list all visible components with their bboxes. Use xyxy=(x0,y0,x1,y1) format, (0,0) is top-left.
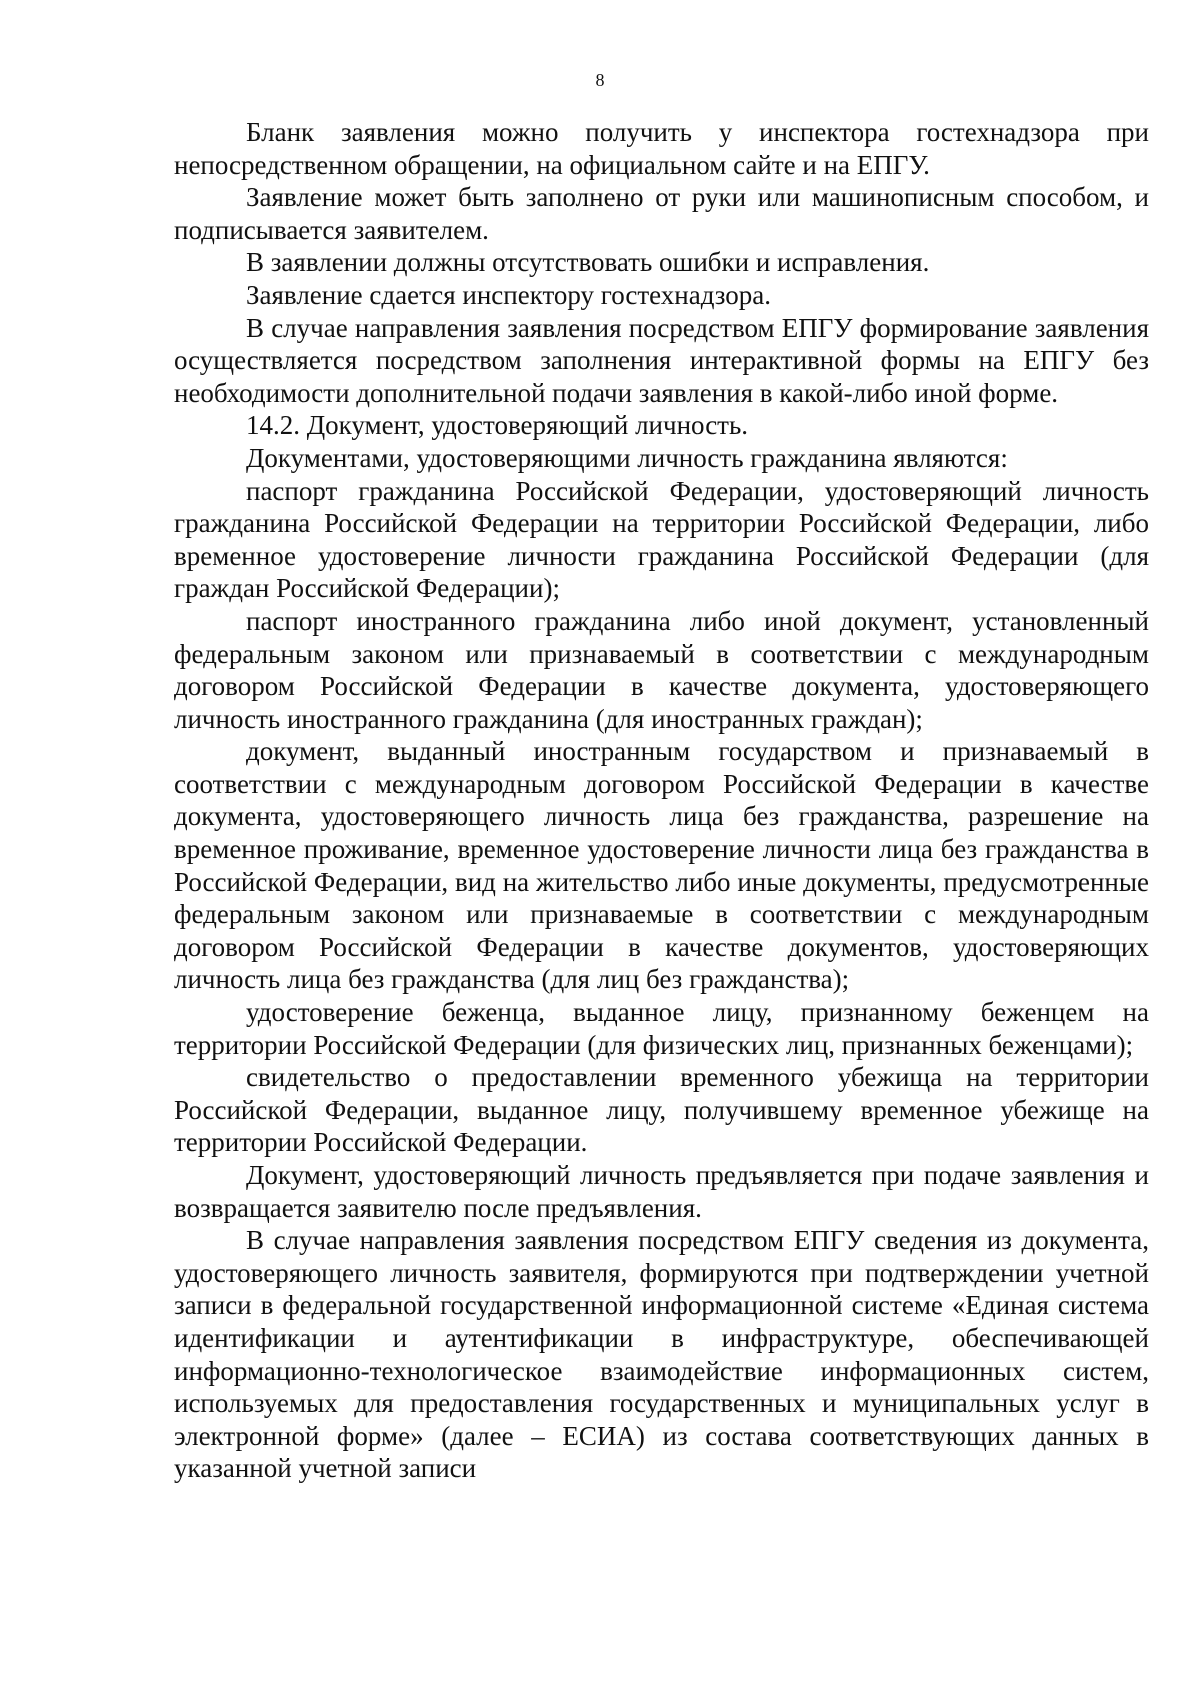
page-number: 8 xyxy=(595,70,605,90)
section-heading-14-2: 14.2. Документ, удостоверяющий личность. xyxy=(246,410,749,441)
list-item-rf-passport: паспорт гражданина Российской Федерации, удостоверяющий личность гражданина Российской Федерации на территории Российской Федерации, либо временное удостоверение личности гражданина Российской Федерации (для граждан Российской Федерации); xyxy=(174,475,1149,604)
list-item-refugee-certificate: удостоверение беженца, выданное лицу, признанному беженцем на территории Российской Федерации (для физических лиц, признанных беженцами); xyxy=(174,997,1149,1060)
paragraph-identity-documents-intro: Документами, удостоверяющими личность гражданина являются: xyxy=(246,442,1008,473)
paragraph-submission: Заявление сдается инспектору гостехнадзора. xyxy=(246,279,772,310)
list-item-stateless-documents: документ, выданный иностранным государством и признаваемый в соответствии с международным договором Российской Федерации в качестве документа, удостоверяющего личность лица без гражданства, разрешение на временное проживание, временное удостоверение личности лица без гражданства в Российской Федерации, вид на жительство либо иные документы, предусмотренные федеральным законом или признаваемые в соответствии с международным договором Российской Федерации в качестве документов, удостоверяющих личность лица без гражданства (для лиц без гражданства); xyxy=(174,736,1149,995)
paragraph-document-presentation: Документ, удостоверяющий личность предъявляется при подаче заявления и возвращается заявителю после предъявления. xyxy=(174,1160,1149,1223)
paragraph-form-availability: Бланк заявления можно получить у инспектора гостехнадзора при непосредственном обращении, на официальном сайте и на ЕПГУ. xyxy=(174,117,1149,180)
list-item-foreign-passport: паспорт иностранного гражданина либо иной документ, установленный федеральным законом или признаваемый в соответствии с международным договором Российской Федерации в качестве документа, удостоверяющего личность иностранного гражданина (для иностранных граждан); xyxy=(174,605,1149,734)
paragraph-no-errors: В заявлении должны отсутствовать ошибки и исправления. xyxy=(246,247,930,278)
paragraph-form-filling: Заявление может быть заполнено от руки или машинописным способом, и подписывается заявителем. xyxy=(174,182,1149,245)
document-body xyxy=(174,116,1149,1485)
paragraph-epgu-form: В случае направления заявления посредством ЕПГУ формирование заявления осуществляется посредством заполнения интерактивной формы на ЕПГУ без необходимости дополнительной подачи заявления в какой-либо иной форме. xyxy=(174,312,1149,408)
paragraph-esia-data: В случае направления заявления посредством ЕПГУ сведения из документа, удостоверяющего личность заявителя, формируются при подтверждении учетной записи в федеральной государственной информационной системе «Единая система идентификации и аутентификации в инфраструктуре, обеспечивающей информационно-технологическое взаимодействие информационных систем, используемых для предоставления государственных и муниципальных услуг в электронной форме» (далее – ЕСИА) из состава соответствующих данных в указанной учетной записи xyxy=(174,1225,1149,1484)
list-item-temporary-asylum: свидетельство о предоставлении временного убежища на территории Российской Федерации, выданное лицу, получившему временное убежище на территории Российской Федерации. xyxy=(174,1062,1149,1158)
